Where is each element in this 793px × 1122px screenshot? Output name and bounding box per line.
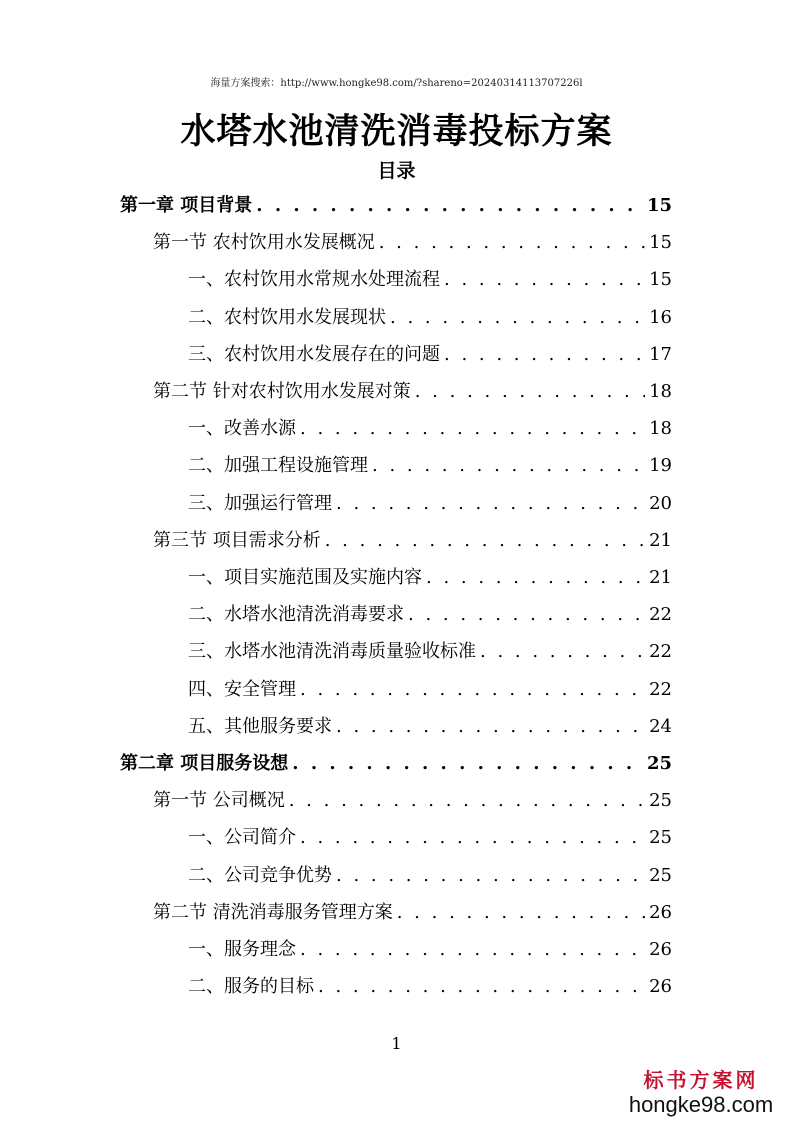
toc-entry-label: 二、水塔水池清洗消毒要求 [188, 604, 404, 626]
toc-dot-leader [336, 857, 645, 894]
toc-entry-page: 22 [649, 678, 672, 700]
toc-entry-page: 21 [649, 567, 672, 588]
toc-entry-page: 24 [649, 715, 672, 737]
toc-dot-leader [390, 299, 645, 336]
toc-entry-page: 19 [649, 455, 672, 477]
toc-entry-page: 18 [649, 381, 672, 402]
toc-entry-label: 四、安全管理 [188, 678, 296, 700]
toc-entry-page: 25 [649, 790, 672, 812]
toc-entry-page: 17 [649, 343, 672, 365]
toc-dot-leader [300, 671, 645, 708]
toc-entry[interactable] [188, 299, 672, 336]
toc-entry[interactable] [188, 671, 672, 708]
toc-dot-leader [444, 261, 645, 298]
toc-entry[interactable] [188, 931, 672, 968]
toc-dot-leader [300, 410, 645, 447]
toc-entry[interactable] [188, 410, 672, 447]
toc-entry[interactable] [188, 261, 672, 298]
toc-entry-page: 16 [649, 306, 672, 328]
toc-entry-label: 三、水塔水池清洗消毒质量验收标准 [188, 641, 476, 663]
watermark-en-text: hongke98.com [628, 1092, 774, 1117]
toc-entry[interactable] [188, 447, 672, 484]
toc-entry-page: 26 [649, 976, 672, 998]
toc-dot-leader [480, 633, 645, 670]
toc-entry[interactable] [188, 633, 672, 670]
header-search-note: 海量方案搜索：http://www.hongke98.com/?shareno=20240314113707226l [210, 78, 583, 89]
toc-entry-label: 二、农村饮用水发展现状 [188, 306, 386, 328]
toc-dot-leader [292, 745, 643, 782]
toc-dot-leader [397, 894, 645, 931]
toc-entry-page: 26 [649, 939, 672, 960]
toc-dot-leader [415, 373, 645, 410]
toc-dot-leader [426, 559, 645, 596]
toc-entry-page: 18 [649, 418, 672, 440]
toc-entry[interactable] [188, 596, 672, 633]
toc-dot-leader [336, 485, 645, 522]
toc-entry-label: 三、加强运行管理 [188, 492, 332, 514]
toc-entry-page: 25 [649, 827, 672, 849]
toc-entry[interactable] [188, 559, 672, 596]
toc-entry-label: 第一节 农村饮用水发展概况 [153, 232, 375, 254]
toc-entry-label: 五、其他服务要求 [188, 715, 332, 737]
toc-entry[interactable] [120, 187, 672, 224]
toc-entry-label: 二、服务的目标 [188, 976, 314, 998]
toc-entry-label: 三、农村饮用水发展存在的问题 [188, 343, 440, 365]
toc-entry-page: 26 [649, 901, 672, 923]
toc-dot-leader [336, 708, 645, 745]
toc-entry[interactable] [188, 857, 672, 894]
toc-dot-leader [325, 522, 645, 559]
toc-entry-label: 第二节 清洗消毒服务管理方案 [153, 901, 393, 923]
toc-entry-label: 一、改善水源 [188, 418, 296, 440]
toc-entry-page: 15 [649, 232, 672, 254]
toc-entry-label: 二、加强工程设施管理 [188, 455, 368, 477]
toc-entry-label: 第一章 项目背景 [120, 195, 253, 216]
toc-dot-leader [300, 819, 645, 856]
toc-entry[interactable] [153, 522, 672, 559]
page-number: 1 [391, 1034, 402, 1053]
toc-entry-page: 25 [649, 864, 672, 886]
toc-entry-label: 第一节 公司概况 [153, 790, 285, 812]
toc-entry[interactable] [188, 968, 672, 1005]
toc-dot-leader [379, 224, 645, 261]
toc-entry[interactable] [120, 745, 672, 782]
toc-entry[interactable] [153, 894, 672, 931]
toc-entry[interactable] [188, 336, 672, 373]
toc-heading: 目录 [377, 160, 416, 182]
toc-dot-leader [289, 782, 645, 819]
watermark-logo [621, 1068, 781, 1118]
toc-dot-leader [372, 447, 645, 484]
toc-entry-label: 一、服务理念 [188, 939, 296, 960]
toc-entry-page: 20 [649, 492, 672, 514]
toc-dot-leader [318, 968, 645, 1005]
toc-entry[interactable] [188, 485, 672, 522]
toc-dot-leader [300, 931, 645, 968]
watermark-cn-text: 标书方案网 [643, 1068, 759, 1092]
toc-entry-label: 二、公司竞争优势 [188, 864, 332, 886]
toc-dot-leader [256, 187, 643, 224]
toc-entry-page: 15 [649, 269, 672, 291]
toc-entry[interactable] [153, 224, 672, 261]
toc-entry-page: 15 [646, 195, 672, 216]
toc-entry[interactable] [188, 708, 672, 745]
toc-dot-leader [444, 336, 645, 373]
document-title: 水塔水池清洗消毒投标方案 [180, 111, 613, 152]
toc-entry-page: 22 [649, 641, 672, 663]
toc-entry-page: 22 [649, 604, 672, 626]
toc-entry-label: 第三节 项目需求分析 [153, 529, 321, 551]
toc-entry[interactable] [153, 782, 672, 819]
toc-entry[interactable] [153, 373, 672, 410]
toc-entry-page: 25 [646, 753, 672, 774]
toc-entry[interactable] [188, 819, 672, 856]
toc-entry-label: 一、公司简介 [188, 827, 296, 849]
toc-entry-page: 21 [649, 529, 672, 551]
toc-entry-label: 第二节 针对农村饮用水发展对策 [153, 381, 411, 402]
toc-entry-label: 第二章 项目服务设想 [120, 753, 289, 774]
toc-entry-label: 一、项目实施范围及实施内容 [188, 567, 422, 588]
toc-dot-leader [408, 596, 645, 633]
toc-entry-label: 一、农村饮用水常规水处理流程 [188, 269, 440, 291]
